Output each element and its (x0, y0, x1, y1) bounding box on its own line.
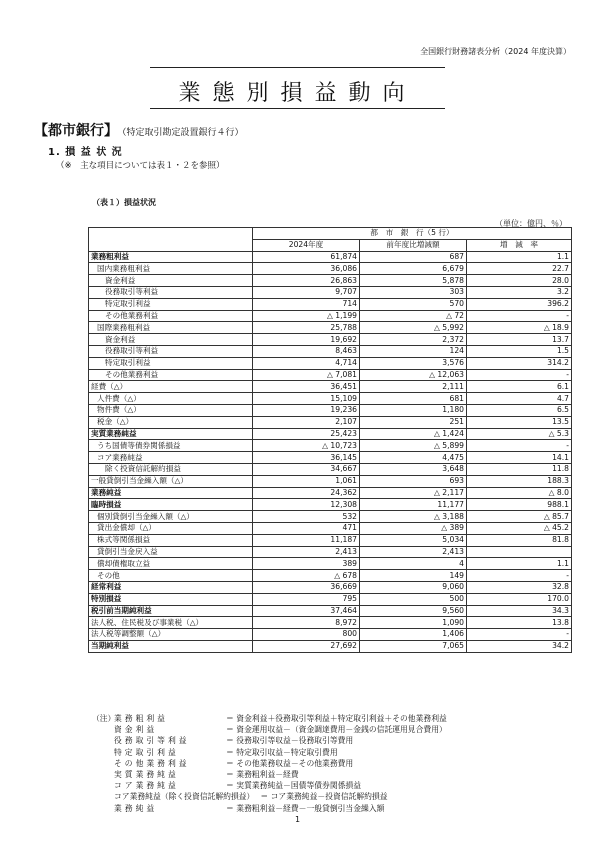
notes-block (92, 713, 447, 814)
table-row (89, 499, 572, 511)
value-cell: 124 (360, 345, 467, 357)
row-label: 役務取引等利益 (89, 286, 253, 298)
row-label: その他業務利益 (89, 369, 253, 381)
note-definition: ＝ 資金利益＋役務取引等利益＋特定取引利益＋その他業務利益 (226, 714, 447, 723)
table-row (89, 511, 572, 523)
profit-loss-table (88, 227, 572, 653)
value-cell: 7,065 (360, 640, 467, 652)
value-cell: 988.1 (467, 499, 572, 511)
value-cell: 1,180 (360, 404, 467, 416)
value-cell: 9,060 (360, 581, 467, 593)
note-term: コア業務純益（除く投資信託解約損益） (114, 792, 255, 802)
value-cell: 28.0 (467, 275, 572, 287)
note-definition: ＝ 業務粗利益－経費 (226, 770, 299, 780)
value-cell: △ 3,188 (360, 511, 467, 523)
row-label: 臨時損益 (89, 499, 253, 511)
value-cell: △ 7,081 (253, 369, 360, 381)
value-cell: - (467, 629, 572, 641)
value-cell: △ 12,063 (360, 369, 467, 381)
value-cell: 36,086 (253, 263, 360, 275)
value-cell: - (467, 440, 572, 452)
value-cell: 3,576 (360, 357, 467, 369)
value-cell: 314.2 (467, 357, 572, 369)
row-label: 税金（△） (89, 416, 253, 428)
value-cell: 9,707 (253, 286, 360, 298)
note-definition: ＝ 特定取引収益－特定取引費用 (226, 747, 338, 757)
document-header: 全国銀行財務諸表分析（2024 年度決算） (420, 47, 571, 56)
row-label: 当期純利益 (89, 640, 253, 652)
value-cell: 11,177 (360, 499, 467, 511)
value-cell: 25,423 (253, 428, 360, 440)
value-cell: 389 (253, 558, 360, 570)
value-cell: △ 8.0 (467, 487, 572, 499)
value-cell: △ 2,117 (360, 487, 467, 499)
value-cell: 6,679 (360, 263, 467, 275)
value-cell: 532 (253, 511, 360, 523)
row-label: 国際業務粗利益 (89, 322, 253, 334)
row-label: 個別貸倒引当金繰入額（△） (89, 511, 253, 523)
value-cell: 4.7 (467, 393, 572, 405)
row-label: 償却債権取立益 (89, 558, 253, 570)
table-header-row (89, 228, 572, 240)
value-cell: 1.1 (467, 251, 572, 263)
row-label: 除く投資信託解約損益 (89, 463, 253, 475)
row-label: その他 (89, 570, 253, 582)
table-row (89, 404, 572, 416)
value-cell: 27,692 (253, 640, 360, 652)
table-row (89, 393, 572, 405)
note-term: 実質業務純益 (114, 770, 179, 780)
value-cell: 32.8 (467, 581, 572, 593)
value-cell: 36,145 (253, 452, 360, 464)
value-cell: 11.8 (467, 463, 572, 475)
note-term: コア業務純益 (114, 781, 179, 791)
value-cell: 1,406 (360, 629, 467, 641)
row-label: うち国債等債券関係損益 (89, 440, 253, 452)
subsection-heading: 1. 損 益 状 況 (48, 147, 123, 158)
table-row (89, 475, 572, 487)
page-title: 業態別損益動向 (178, 81, 417, 106)
note-line (92, 747, 447, 758)
value-cell: 34.3 (467, 605, 572, 617)
section-title: 【都市銀行】 (34, 123, 118, 139)
value-cell: 1,090 (360, 617, 467, 629)
value-cell: 251 (360, 416, 467, 428)
value-cell: - (467, 369, 572, 381)
row-label: 国内業務粗利益 (89, 263, 253, 275)
note-definition: ＝ コア業務純益－投資信託解約損益 (260, 792, 388, 802)
value-cell: 15,109 (253, 393, 360, 405)
value-cell: 2,111 (360, 381, 467, 393)
table-row (89, 452, 572, 464)
value-cell: 188.3 (467, 475, 572, 487)
note-line (92, 758, 447, 769)
row-label: 物件費（△） (89, 404, 253, 416)
table-body (89, 251, 572, 652)
table-row (89, 581, 572, 593)
header-blank-cell (89, 228, 253, 252)
note-definition: ＝ 資金運用収益－（資金調達費用－金銭の信託運用見合費用） (226, 725, 447, 735)
table-row (89, 416, 572, 428)
section-subtitle: （特定取引勘定設置銀行４行） (122, 128, 244, 138)
note-term: 業務粗利益 (114, 714, 168, 723)
table-row (89, 629, 572, 641)
value-cell: 303 (360, 286, 467, 298)
table-row (89, 310, 572, 322)
value-cell: - (467, 310, 572, 322)
page-number: 1 (294, 815, 301, 824)
value-cell: 13.5 (467, 416, 572, 428)
table-row (89, 558, 572, 570)
value-cell: △ 5,992 (360, 322, 467, 334)
reference-note: （※ 主な項目については表１・２を参照） (56, 161, 225, 171)
value-cell: 13.7 (467, 334, 572, 346)
row-label: 貸出金償却（△） (89, 522, 253, 534)
row-label: 特別損益 (89, 593, 253, 605)
column-header: 前年度比増減額 (360, 239, 467, 251)
value-cell: 170.0 (467, 593, 572, 605)
note-line (92, 735, 447, 746)
value-cell: △ 389 (360, 522, 467, 534)
value-cell: 2,413 (360, 546, 467, 558)
value-cell: 24,362 (253, 487, 360, 499)
table-row (89, 487, 572, 499)
table-row (89, 369, 572, 381)
row-label: 一般貸倒引当金繰入額（△） (89, 475, 253, 487)
value-cell: △ 678 (253, 570, 360, 582)
table-row (89, 263, 572, 275)
column-header: 2024年度 (253, 239, 360, 251)
note-line (92, 724, 447, 735)
value-cell: 1.5 (467, 345, 572, 357)
value-cell: 471 (253, 522, 360, 534)
note-prefix: （注） (92, 714, 116, 723)
value-cell: 5,878 (360, 275, 467, 287)
value-cell: 8,972 (253, 617, 360, 629)
row-label: 株式等関係損益 (89, 534, 253, 546)
section-heading (34, 120, 244, 140)
row-label: 実質業務純益 (89, 428, 253, 440)
row-label: 特定取引利益 (89, 357, 253, 369)
value-cell: 19,236 (253, 404, 360, 416)
table-row (89, 251, 572, 263)
value-cell: 37,464 (253, 605, 360, 617)
value-cell: 81.8 (467, 534, 572, 546)
note-definition: ＝ その他業務収益－その他業務費用 (226, 758, 354, 768)
value-cell: 34,667 (253, 463, 360, 475)
row-label: 資金利益 (89, 275, 253, 287)
note-term: 特定取引利益 (114, 747, 179, 757)
row-label: 特定取引利益 (89, 298, 253, 310)
value-cell: 1.1 (467, 558, 572, 570)
table-row (89, 275, 572, 287)
note-term: 業務純益 (114, 803, 158, 813)
row-label: 業務粗利益 (89, 251, 253, 263)
value-cell: 1,061 (253, 475, 360, 487)
value-cell: △ 72 (360, 310, 467, 322)
note-term: 役務取引等利益 (114, 736, 190, 746)
table-row (89, 522, 572, 534)
value-cell (467, 546, 572, 558)
column-header: 増 減 率 (467, 239, 572, 251)
note-term: その他業務利益 (114, 758, 190, 768)
table-row (89, 357, 572, 369)
group-header: 都 市 銀 行（5 行） (253, 228, 572, 240)
value-cell: - (467, 570, 572, 582)
table-row (89, 570, 572, 582)
value-cell: △ 1,199 (253, 310, 360, 322)
value-cell: 570 (360, 298, 467, 310)
value-cell: 22.7 (467, 263, 572, 275)
row-label: 資金利益 (89, 334, 253, 346)
table-row (89, 617, 572, 629)
table-row (89, 440, 572, 452)
row-label: 経費（△） (89, 381, 253, 393)
table-row (89, 640, 572, 652)
value-cell: △ 18.9 (467, 322, 572, 334)
value-cell: 36,669 (253, 581, 360, 593)
value-cell: 4,714 (253, 357, 360, 369)
value-cell: 11,187 (253, 534, 360, 546)
note-line (92, 791, 447, 802)
note-line (92, 803, 447, 814)
value-cell: △ 5.3 (467, 428, 572, 440)
value-cell: 693 (360, 475, 467, 487)
value-cell: 681 (360, 393, 467, 405)
note-term: 資金利益 (114, 725, 158, 735)
value-cell: 4,475 (360, 452, 467, 464)
table-row (89, 546, 572, 558)
row-label: 人件費（△） (89, 393, 253, 405)
table-row (89, 428, 572, 440)
table-row (89, 334, 572, 346)
row-label: 法人税等調整額（△） (89, 629, 253, 641)
table-row (89, 534, 572, 546)
row-label: 経常利益 (89, 581, 253, 593)
row-label: その他業務利益 (89, 310, 253, 322)
value-cell: 4 (360, 558, 467, 570)
value-cell: 3,648 (360, 463, 467, 475)
value-cell: 19,692 (253, 334, 360, 346)
table-row (89, 593, 572, 605)
value-cell: 2,107 (253, 416, 360, 428)
value-cell: 12,308 (253, 499, 360, 511)
value-cell: 500 (360, 593, 467, 605)
value-cell: 9,560 (360, 605, 467, 617)
table-row (89, 345, 572, 357)
value-cell: 13.8 (467, 617, 572, 629)
value-cell: 61,874 (253, 251, 360, 263)
value-cell: 714 (253, 298, 360, 310)
value-cell: 6.1 (467, 381, 572, 393)
table-row (89, 286, 572, 298)
value-cell: 2,413 (253, 546, 360, 558)
value-cell: △ 1,424 (360, 428, 467, 440)
value-cell: 687 (360, 251, 467, 263)
value-cell: △ 5,899 (360, 440, 467, 452)
value-cell: △ 85.7 (467, 511, 572, 523)
value-cell: △ 10,723 (253, 440, 360, 452)
value-cell: 8,463 (253, 345, 360, 357)
row-label: コア業務純益 (89, 452, 253, 464)
value-cell: 14.1 (467, 452, 572, 464)
value-cell: 25,788 (253, 322, 360, 334)
table-row (89, 463, 572, 475)
row-label: 業務純益 (89, 487, 253, 499)
value-cell: 149 (360, 570, 467, 582)
table-title: （表１）損益状況 (92, 198, 156, 207)
row-label: 法人税、住民税及び事業税（△） (89, 617, 253, 629)
unit-label: （単位：億円、％） (495, 219, 567, 228)
value-cell: 3.2 (467, 286, 572, 298)
note-line (92, 713, 447, 724)
row-label: 税引前当期純利益 (89, 605, 253, 617)
value-cell: 2,372 (360, 334, 467, 346)
table-row (89, 605, 572, 617)
note-definition: ＝ 業務粗利益－経費－一般貸倒引当金繰入額 (226, 803, 385, 813)
value-cell: △ 45.2 (467, 522, 572, 534)
value-cell: 34.2 (467, 640, 572, 652)
value-cell: 795 (253, 593, 360, 605)
row-label: 貸倒引当金戻入益 (89, 546, 253, 558)
row-label: 役務取引等利益 (89, 345, 253, 357)
value-cell: 5,034 (360, 534, 467, 546)
value-cell: 800 (253, 629, 360, 641)
table-row (89, 298, 572, 310)
value-cell: 396.2 (467, 298, 572, 310)
title-frame (150, 67, 445, 109)
table-row (89, 322, 572, 334)
note-definition: ＝ 実質業務純益－国債等債券関係損益 (226, 781, 362, 791)
value-cell: 6.5 (467, 404, 572, 416)
note-line (92, 780, 447, 791)
note-line (92, 769, 447, 780)
value-cell: 36,451 (253, 381, 360, 393)
value-cell: 26,863 (253, 275, 360, 287)
table-row (89, 381, 572, 393)
note-definition: ＝ 役務取引等収益－役務取引等費用 (226, 736, 354, 746)
